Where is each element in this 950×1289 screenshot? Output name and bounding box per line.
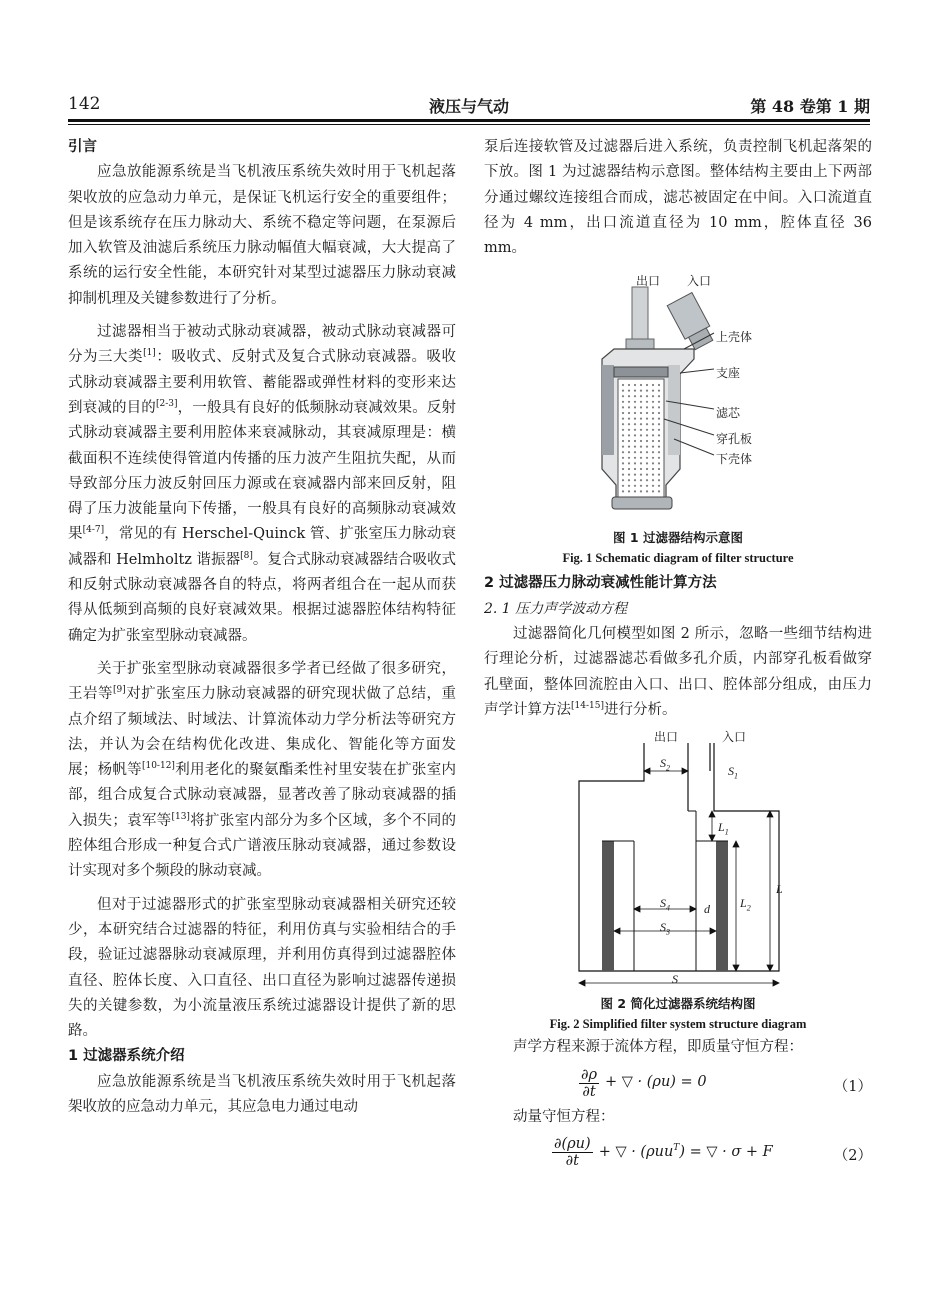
- eq2-body: + ▽ · (ρuu$^T$) = ▽ · σ + F: [598, 1142, 773, 1160]
- fig2-label-inlet: 入口: [722, 730, 747, 745]
- fig1-label-upper-shell: 上壳体: [716, 330, 753, 345]
- intro-paragraph-4: 但对于过滤器形式的扩张室型脉动衰减器相关研究还较少，本研究结合过滤器的特征，利用仿真与实验相结合的手段，验证过滤器脉动衰减原理，并利用仿真得到过滤器腔体直径、腔体长度、入口直径、出口直径为影响过滤器传递损失的关键参数，为小流量液压系统过滤器设计提供了新的思路。: [68, 896, 456, 1040]
- citation[interactable]: [13]: [171, 811, 190, 822]
- eq1-fraction: $\frac{\partial\rho}{\partial t}$: [581, 1066, 598, 1100]
- eq1-number: （1）: [833, 1078, 872, 1095]
- left-column: [68, 135, 456, 1120]
- fig2-label-L2: $L_2$: [740, 896, 751, 913]
- section-1-heading: 1 过滤器系统介绍: [68, 1048, 185, 1065]
- citation[interactable]: [10-12]: [141, 761, 175, 772]
- fig2-label-S1: $S_1$: [728, 764, 738, 781]
- section-2-heading: 2 过滤器压力脉动衰减性能计算方法: [484, 575, 717, 592]
- acoustic-equation-intro: 声学方程来源于流体方程，即质量守恒方程：: [513, 1039, 803, 1056]
- citation[interactable]: [1]: [143, 348, 156, 359]
- equation-1: [484, 1061, 872, 1105]
- figure-2-caption-cn: 图 2 简化过滤器系统结构图: [600, 996, 756, 1012]
- figure-1-caption-en: Fig. 1 Schematic diagram of filter structure: [562, 551, 794, 566]
- eq2-number: （2）: [833, 1147, 872, 1164]
- right-column: [484, 135, 872, 1174]
- eq2-fraction: $\frac{\partial(\rho u)}{\partial t}$: [554, 1135, 591, 1169]
- section-2-paragraph: 过滤器简化几何模型如图 2 所示，忽略一些细节结构进行理论分析，过滤器滤芯看做多孔介质，内部穿孔板看做穿孔壁面，整体回流腔由入口、出口、腔体部分组成，由压力声学计算方法[14-15]进行分析。: [484, 626, 872, 718]
- citation[interactable]: [9]: [113, 685, 126, 696]
- fig1-label-lower-shell: 下壳体: [716, 452, 753, 467]
- citation[interactable]: [4-7]: [82, 525, 105, 536]
- simplified-structure-diagram: [484, 731, 872, 993]
- fig2-label-S2: $S_2$: [660, 756, 670, 773]
- eq1-body: + ▽ · (ρu) = 0: [605, 1074, 707, 1091]
- fig1-label-perforated-plate: 穿孔板: [716, 432, 753, 447]
- fig1-label-inlet: 入口: [687, 274, 712, 289]
- figure-2: [484, 731, 872, 993]
- fig1-leader-lines: [484, 269, 872, 527]
- intro-paragraph-1: 应急放能源系统是当飞机液压系统失效时用于飞机起落架收放的应急动力单元，是保证飞机运行安全的重要组件；但是该系统存在压力脉动大、系统不稳定等问题，在泵源后加入软管及油滤后系统压力脉动幅值大幅衰减，大大提高了系统的运行安全性能，本研究针对某型过滤器压力脉动衰减抑制机理及关键参数进行了分析。: [68, 164, 456, 307]
- page-header: [68, 94, 870, 120]
- section-1-paragraph-cont: 泵后连接软管及过滤器后进入系统，负责控制飞机起落架的下放。图 1 为过滤器结构示意图。整体结构主要由上下两部分通过螺纹连接组合而成，滤芯被固定在中间。入口流道直径为 4 mm，出口流道直径为 10 mm，腔体直径 36 mm。: [484, 139, 872, 257]
- citation[interactable]: [14-15]: [571, 700, 604, 711]
- intro-heading: 引言: [68, 139, 97, 155]
- fig1-label-outlet: 出口: [636, 274, 661, 289]
- fig2-label-L1: $L_1$: [718, 820, 729, 837]
- journal-title: 液压与气动: [428, 97, 509, 116]
- fig2-label-S4: $S_4$: [660, 896, 670, 913]
- header-rule-thin: [68, 124, 870, 125]
- fig2-label-outlet: 出口: [654, 730, 679, 745]
- fig1-label-support: 支座: [716, 366, 741, 381]
- citation[interactable]: [8]: [240, 550, 253, 561]
- page-number: 142: [68, 94, 101, 114]
- fig2-label-S: S: [672, 972, 678, 987]
- fig2-label-d: d: [704, 902, 710, 917]
- momentum-label: 动量守恒方程：: [513, 1108, 615, 1125]
- issue-label: 第 48 卷第 1 期: [750, 97, 870, 116]
- intro-paragraph-3: 关于扩张室型脉动衰减器很多学者已经做了很多研究，王岩等[9]对扩张室压力脉动衰减器的研究现状做了总结，重点介绍了频域法、时域法、计算流体动力学分析法等研究方法，并认为会在结构优化改进、集成化、智能化等方面发展；杨帆等[10-12]利用老化的聚氨酯柔性衬里安装在扩张室内部，组合成复合式脉动衰减器，显著改善了脉动衰减器的插入损失；袁军等[13]将扩张室内部分为多个区域，多个不同的腔体组合形成一种复合式广谱液压脉动衰减器，通过参数设计实现对多个频段的脉动衰减。: [68, 660, 457, 880]
- citation[interactable]: [2-3]: [155, 398, 178, 409]
- equation-2: [484, 1130, 872, 1174]
- header-rule: [68, 119, 870, 122]
- figure-1: [484, 269, 872, 527]
- section-2-1-heading: 2. 1 压力声学波动方程: [484, 600, 628, 617]
- figure-2-caption-en: Fig. 2 Simplified filter system structure diagram: [549, 1017, 807, 1032]
- intro-paragraph-2: 过滤器相当于被动式脉动衰减器，被动式脉动衰减器可分为三大类[1]：吸收式、反射式及复合式脉动衰减器。吸收式脉动衰减器主要利用软管、蓄能器或弹性材料的变形来达到衰减的目的[2-3]，一般具有良好的低频脉动衰减效果。反射式脉动衰减器主要利用腔体来衰减脉动，其衰减原理是：横截面积不连续使得管道内传播的压力波产生阻抗失配，从而导致部分压力波反射回压力源或在衰减器内部来回反射，阻碍了压力波能量向下传播，一般具有良好的高频脉动衰减效果[4-7]，常见的有 Herschel-Quinck 管、扩张室压力脉动衰减器和 Helmholtz 谐振器[8]。复合式脉动衰减器结合吸收式和反射式脉动衰减器各自的特点，将两者组合在一起从而获得从低频到高频的良好衰减效果。根据过滤器腔体结构特征确定为扩张室型脉动衰减器。: [68, 324, 457, 644]
- fig2-label-L: L: [776, 882, 783, 897]
- fig2-label-S3: $S_3$: [660, 920, 670, 937]
- figure-1-caption-cn: 图 1 过滤器结构示意图: [613, 530, 743, 546]
- fig1-label-element: 滤芯: [716, 406, 741, 421]
- section-1-paragraph: 应急放能源系统是当飞机液压系统失效时用于飞机起落架收放的应急动力单元，其应急电力通过电动: [68, 1073, 456, 1115]
